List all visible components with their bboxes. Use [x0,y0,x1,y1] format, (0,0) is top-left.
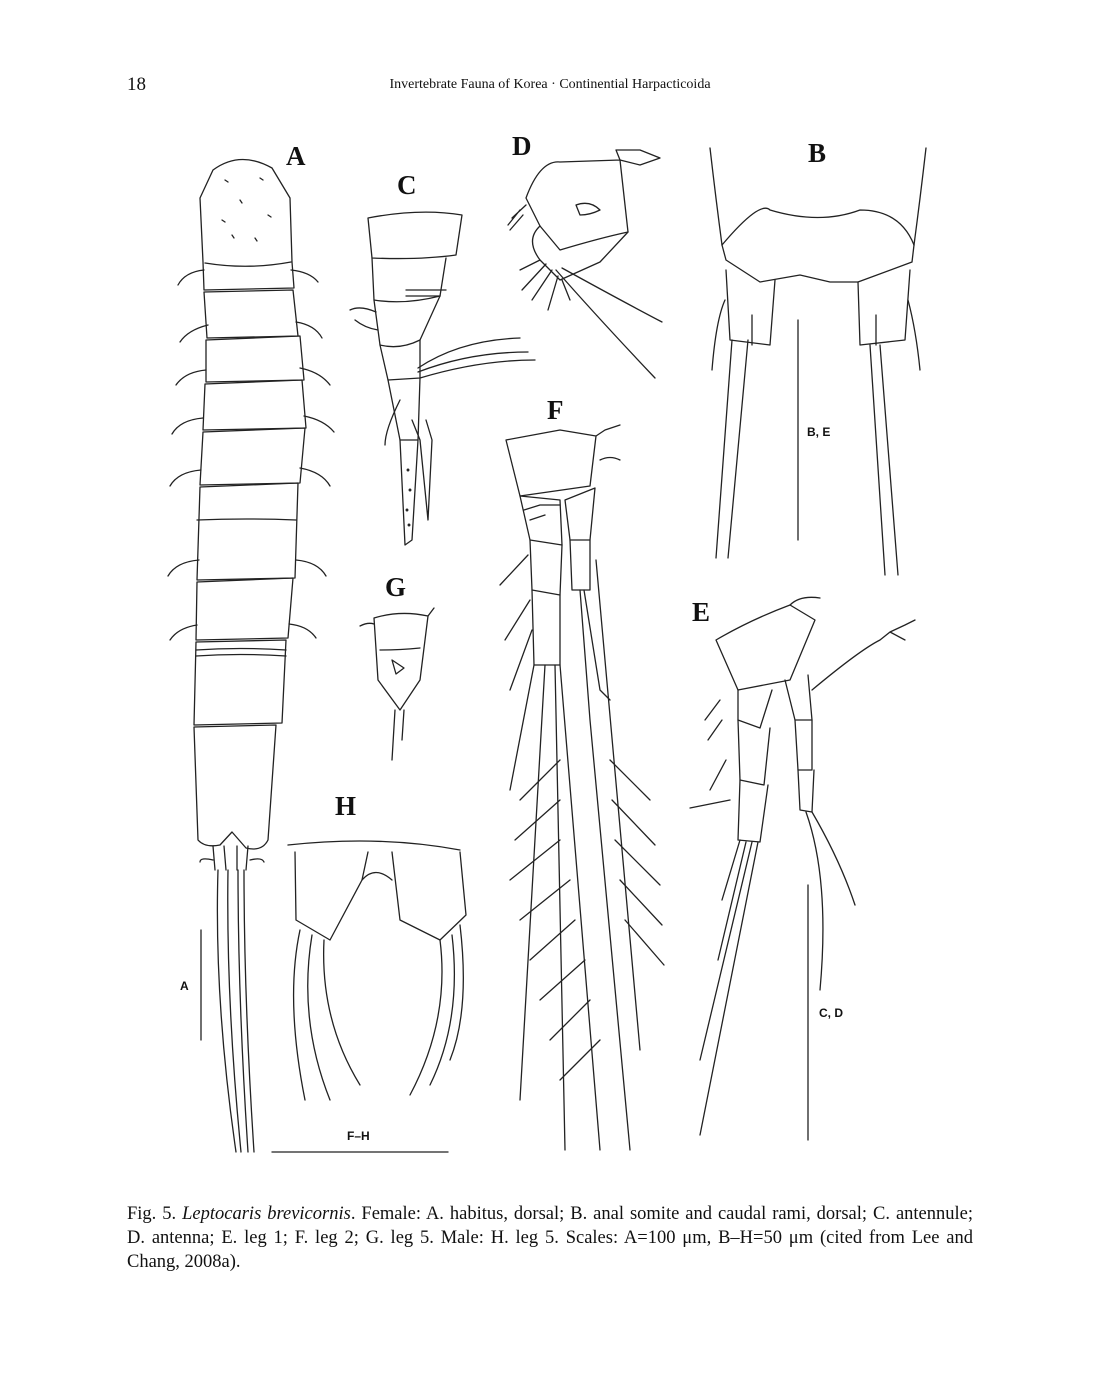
panel-label-b: B [808,138,827,168]
scale-label-a: A [180,979,189,993]
antennule-drawing [350,212,535,545]
panel-label-d: D [512,131,532,161]
leg2-drawing [500,425,664,1150]
panel-label-a: A [286,141,306,171]
page-number: 18 [127,74,146,95]
scale-label-fh: F–H [347,1129,370,1143]
panel-label-h: H [335,791,357,821]
caption-body: . Female: A. habitus, dorsal; B. anal somite and caudal rami, dorsal; C. antennule; D. antenna; E. leg 1; F. leg 2; G. leg 5. Male: H. leg 5. Scales: A=100 μm, B–H=50 μm (cited from Lee and Chang, 2008a). [127,1204,973,1272]
caption-fig-label: Fig. 5. [127,1204,177,1224]
figure-caption [127,1202,973,1274]
running-title: Invertebrate Fauna of Korea · Continential Harpacticoida [389,77,711,92]
anal-somite-drawing [710,148,926,575]
panel-label-c: C [397,170,417,200]
scale-label-be: B, E [807,425,831,439]
scale-label-cd: C, D [819,1006,843,1020]
panel-label-g: G [385,572,407,602]
caption-species: Leptocaris brevicornis [182,1204,351,1224]
antenna-drawing [508,150,662,378]
leg5-male-drawing [272,841,466,1152]
leg1-drawing [690,597,915,1140]
panel-label-f: F [547,395,564,425]
leg5-female-drawing [360,608,434,760]
panel-label-e: E [692,597,711,627]
habitus-drawing [168,159,334,1152]
